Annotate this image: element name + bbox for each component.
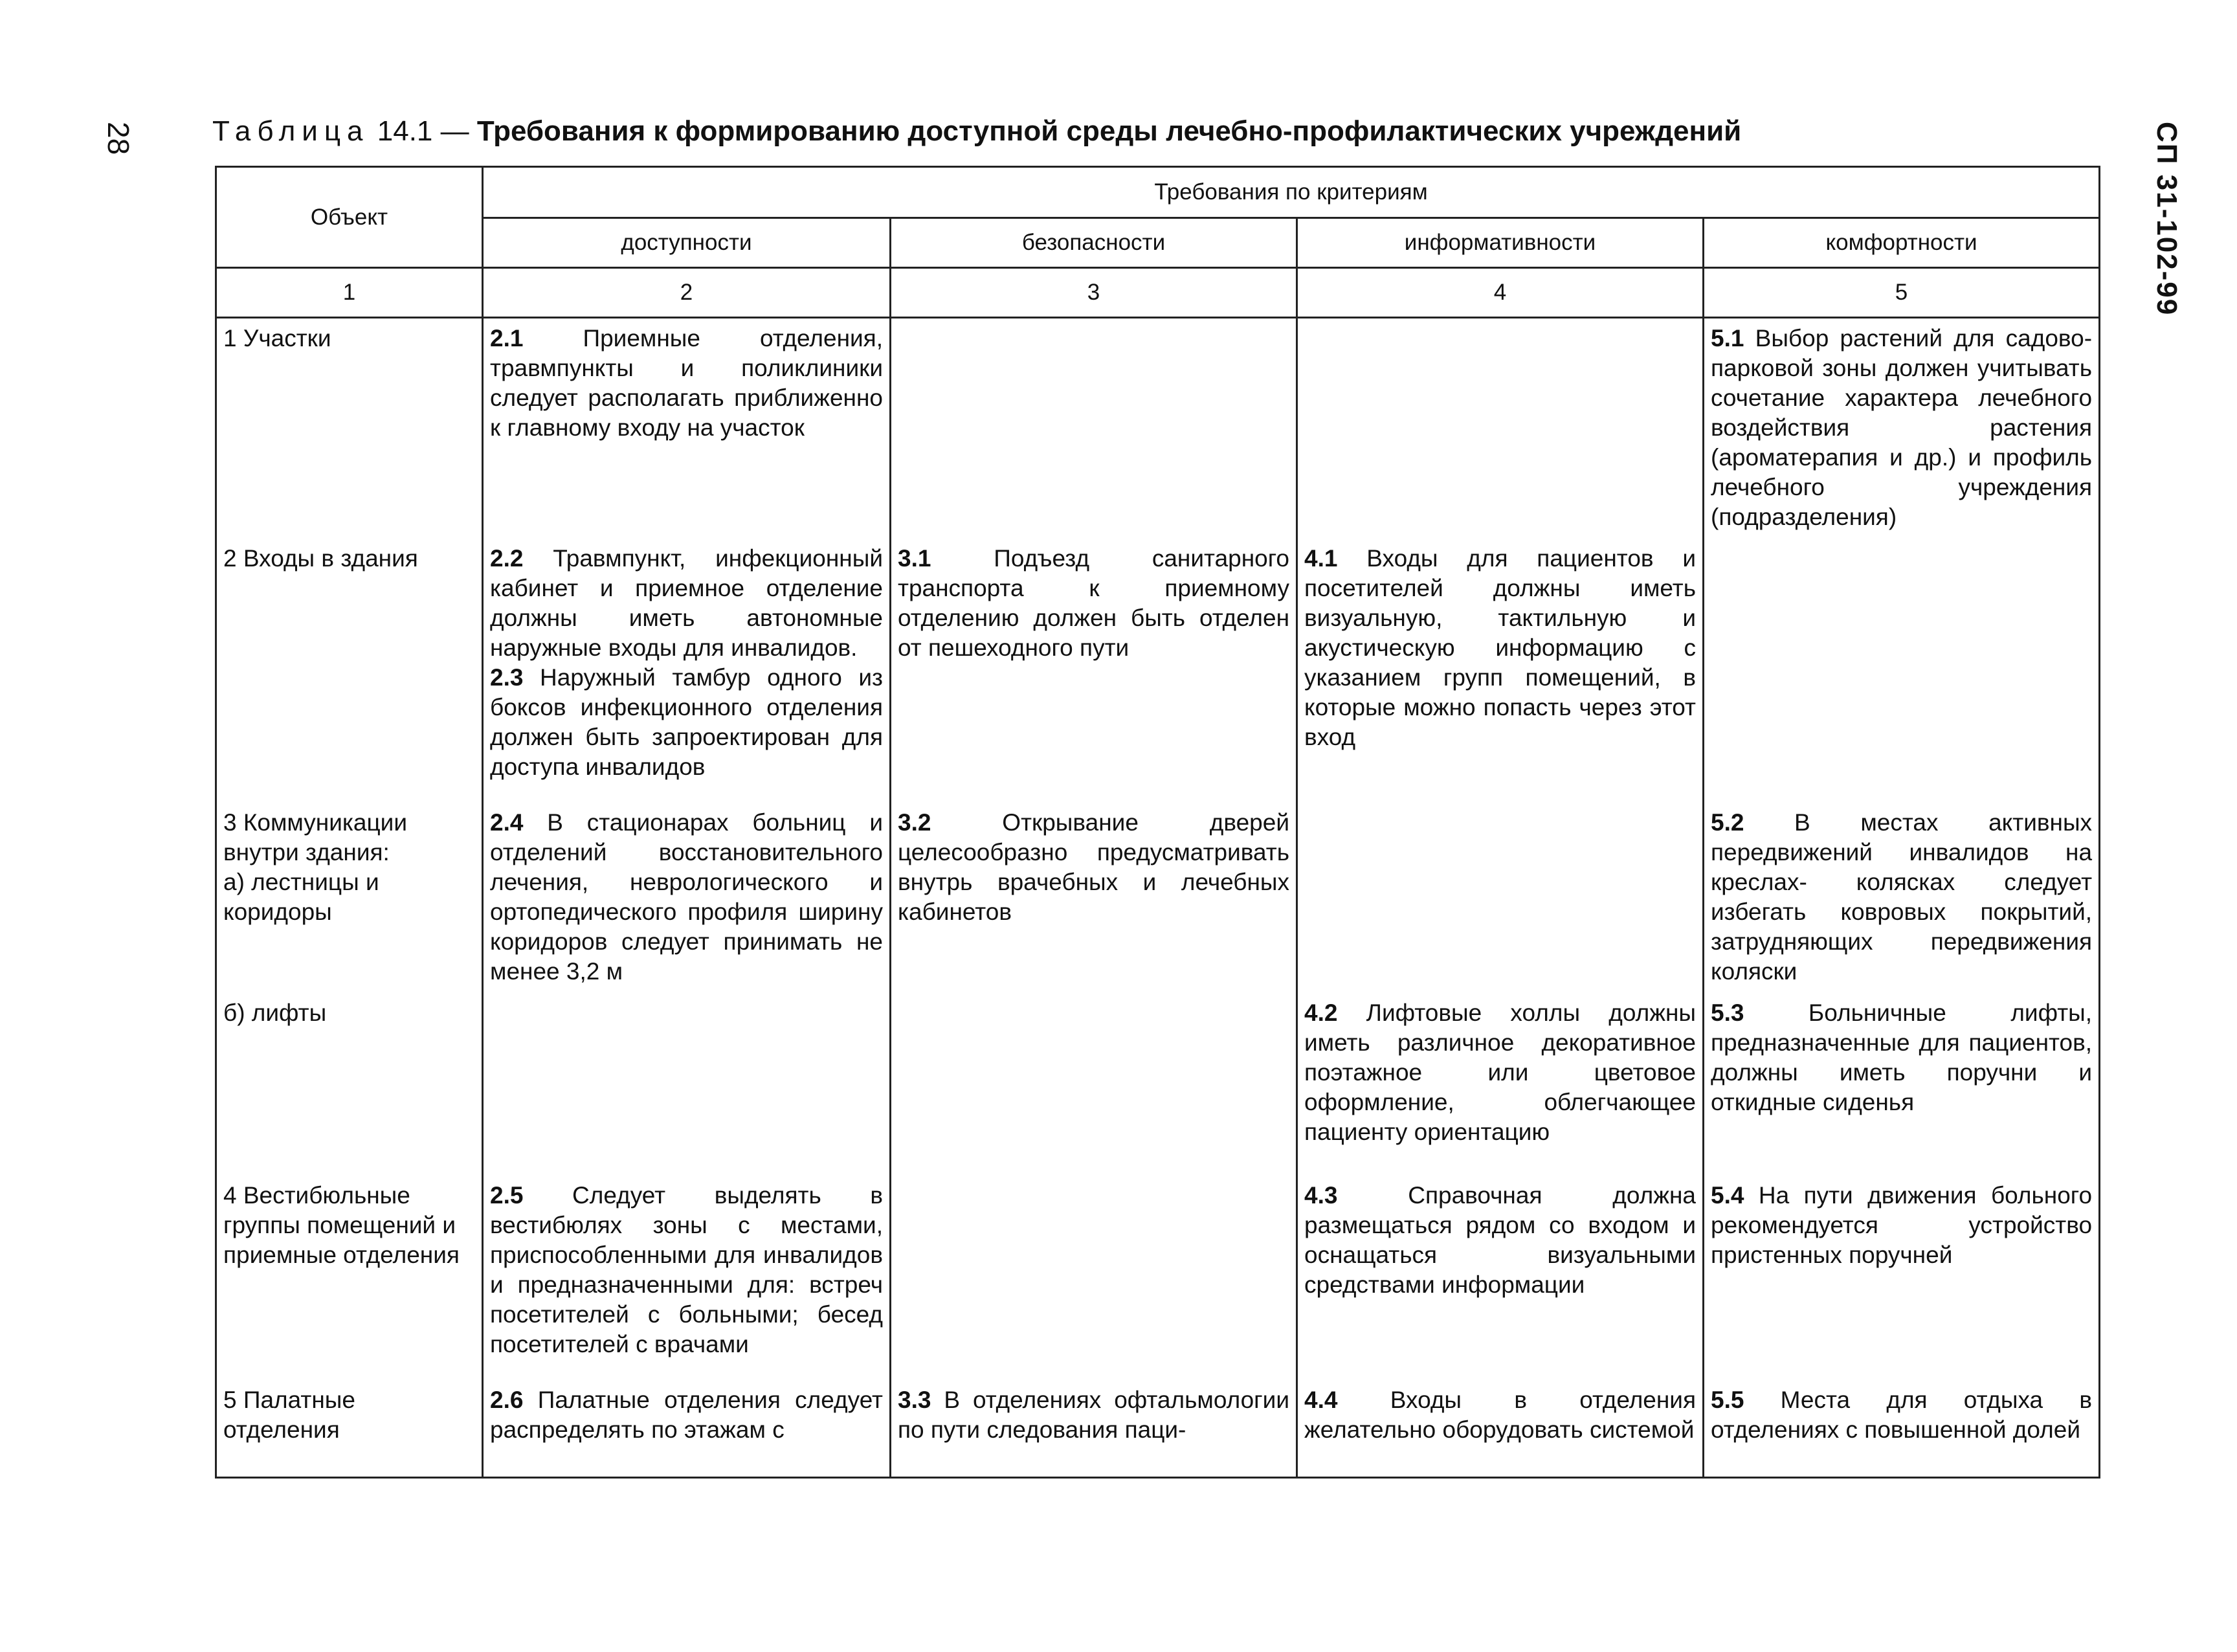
requirement-cell [891,539,1297,803]
requirement-number: 5.1 [1711,325,1744,352]
requirement-cell [1704,539,2100,803]
requirement-cell [1704,803,2100,993]
requirement-item [898,808,1289,927]
requirement-item [1711,1385,2092,1445]
requirement-item [490,1181,883,1359]
requirement-cell [1297,1380,1704,1477]
requirement-text: Входы для пациентов и посетителей должны иметь визуальную, тактильную и акустическую информацию с указанием групп помещений, в которые можно попасть через этот вход [1304,545,1696,750]
requirement-text: В отделениях офтальмологии по пути следования паци- [898,1387,1289,1443]
requirement-number: 4.2 [1304,999,1338,1026]
column-number: 1 [216,268,483,318]
table-row [216,993,2100,1176]
header-comfort: комфортности [1704,218,2100,268]
requirement-number: 2.2 [490,545,524,572]
object-cell [216,1176,483,1380]
requirement-text: Следует выделять в вестибюлях зоны с местами, приспособленными для инвалидов и предназначенными для: встреч посетителей с больными; бесед посетителей с врачами [490,1182,883,1357]
requirement-item [1304,544,1696,752]
requirement-number: 3.1 [898,545,931,572]
requirement-text: Лифтовые холлы должны иметь различное декоративное поэтажное или цветовое оформление, облегчающее пациенту ориентацию [1304,999,1696,1145]
requirement-text: Открывание дверей целесообразно предусматривать внутрь врачебных и лечебных кабинетов [898,809,1289,925]
requirement-number: 2.5 [490,1182,524,1209]
requirement-item [1711,998,2092,1117]
header-informativeness: информативности [1297,218,1704,268]
header-criteria: Требования по критериям [483,167,2100,218]
requirement-cell [1704,318,2100,539]
caption-number: 14.1 — [377,115,469,147]
requirement-cell [1297,993,1704,1176]
requirement-cell [891,1176,1297,1380]
requirement-item [490,544,883,663]
object-text: 3 Коммуникации внутри здания: а) лестницы и коридоры [223,809,407,925]
requirement-text: Приемные отделения, травмпункты и поликлиники следует располагать приближенно к главному входу на участок [490,325,883,441]
header-accessibility: доступности [483,218,891,268]
requirement-number: 2.6 [490,1387,524,1413]
requirement-number: 2.3 [490,664,524,691]
header-safety: безопасности [891,218,1297,268]
requirement-number: 3.2 [898,809,931,836]
requirement-cell [483,1176,891,1380]
requirement-text: В местах активных передвижений инвалидов на креслах- колясках следует избегать ковровых покрытий, затрудняющих передвижения коляски [1711,809,2093,985]
requirement-cell [483,318,891,539]
requirement-number: 3.3 [898,1387,931,1413]
requirement-item [490,663,883,782]
requirement-cell [483,1380,891,1477]
requirement-item [898,1385,1289,1445]
requirement-number: 5.3 [1711,999,1744,1026]
requirement-number: 2.1 [490,325,524,352]
requirement-item [490,808,883,987]
requirement-item [490,1385,883,1445]
requirement-number: 5.5 [1711,1387,1744,1413]
column-number: 2 [483,268,891,318]
requirement-cell [483,803,891,993]
requirement-cell [1704,1380,2100,1477]
header-object: Объект [216,167,483,268]
requirement-cell [1297,803,1704,993]
requirement-text: Места для отдыха в отделениях с повышенной долей [1711,1387,2093,1443]
requirement-cell [1297,539,1704,803]
requirement-item [1304,1385,1696,1445]
requirement-text: Наружный тамбур одного из боксов инфекционного отделения должен быть запроектирован для доступа инвалидов [490,664,883,780]
requirements-table [215,166,2100,1479]
requirement-number: 4.3 [1304,1182,1338,1209]
requirement-text: Травмпункт, инфекционный кабинет и приемное отделение должны иметь автономные наружные входы для инвалидов. [490,545,883,661]
requirement-number: 2.4 [490,809,524,836]
requirement-text: На пути движения больного рекомендуется устройство пристенных поручней [1711,1182,2093,1268]
object-text: 1 Участки [223,325,331,352]
requirement-item [1304,1181,1696,1300]
requirement-cell [483,993,891,1176]
table-row [216,1380,2100,1477]
object-text: 2 Входы в здания [223,545,418,572]
requirement-item [490,324,883,443]
requirement-cell [891,803,1297,993]
table-row [216,803,2100,993]
requirement-cell [891,993,1297,1176]
requirement-text: В стационарах больниц и отделений восстановительного лечения, неврологического и ортопедического профиля ширину коридоров следует принимать не менее 3,2 м [490,809,883,985]
requirement-number: 5.4 [1711,1182,1744,1209]
document-code: СП 31-102-99 [2151,122,2183,317]
object-cell [216,993,483,1176]
table-row [216,318,2100,539]
requirement-item [1711,808,2092,987]
requirement-text: Входы в отделения желательно оборудовать системой [1304,1387,1696,1443]
object-cell [216,803,483,993]
requirement-cell [891,318,1297,539]
requirement-text: Палатные отделения следует распределять по этажам с [490,1387,883,1443]
requirement-item [1711,324,2092,532]
caption-title: Требования к формированию доступной среды лечебно-профилактических учреждений [476,115,1742,147]
requirement-cell [1297,1176,1704,1380]
table-row [216,1176,2100,1380]
requirement-cell [891,1380,1297,1477]
requirement-number: 4.4 [1304,1387,1338,1413]
object-text: 4 Вестибюльные группы помещений и приемные отделения [223,1182,460,1268]
table-row [216,539,2100,803]
object-text: 5 Палатные отделения [223,1387,355,1443]
table-body [216,318,2100,1478]
column-number: 3 [891,268,1297,318]
requirement-cell [483,539,891,803]
requirement-number: 4.1 [1304,545,1338,572]
requirement-text: Справочная должна размещаться рядом со входом и оснащаться визуальными средствами информации [1304,1182,1696,1298]
requirement-item [1711,1181,2092,1270]
requirement-cell [1704,993,2100,1176]
requirement-item [1304,998,1696,1147]
object-cell [216,1380,483,1477]
page-number: 28 [102,122,135,155]
column-number: 5 [1704,268,2100,318]
object-cell [216,539,483,803]
requirement-cell [1297,318,1704,539]
column-number: 4 [1297,268,1704,318]
requirement-cell [1704,1176,2100,1380]
requirement-number: 5.2 [1711,809,1744,836]
requirement-item [898,544,1289,663]
object-text: б) лифты [223,999,327,1026]
requirement-text: Больничные лифты, предназначенные для пациентов, должны иметь поручни и откидные сиденья [1711,999,2093,1115]
object-cell [216,318,483,539]
requirement-text: Выбор растений для садово-парковой зоны должен учитывать сочетание характера лечебного воздействия растения (ароматерапия и др.) и профиль лечебного учреждения (подразделения) [1711,325,2093,530]
table-caption [212,115,1741,148]
caption-label: Таблица [212,115,370,147]
requirement-text: Подъезд санитарного транспорта к приемному отделению должен быть отделен от пешеходного пути [898,545,1289,661]
